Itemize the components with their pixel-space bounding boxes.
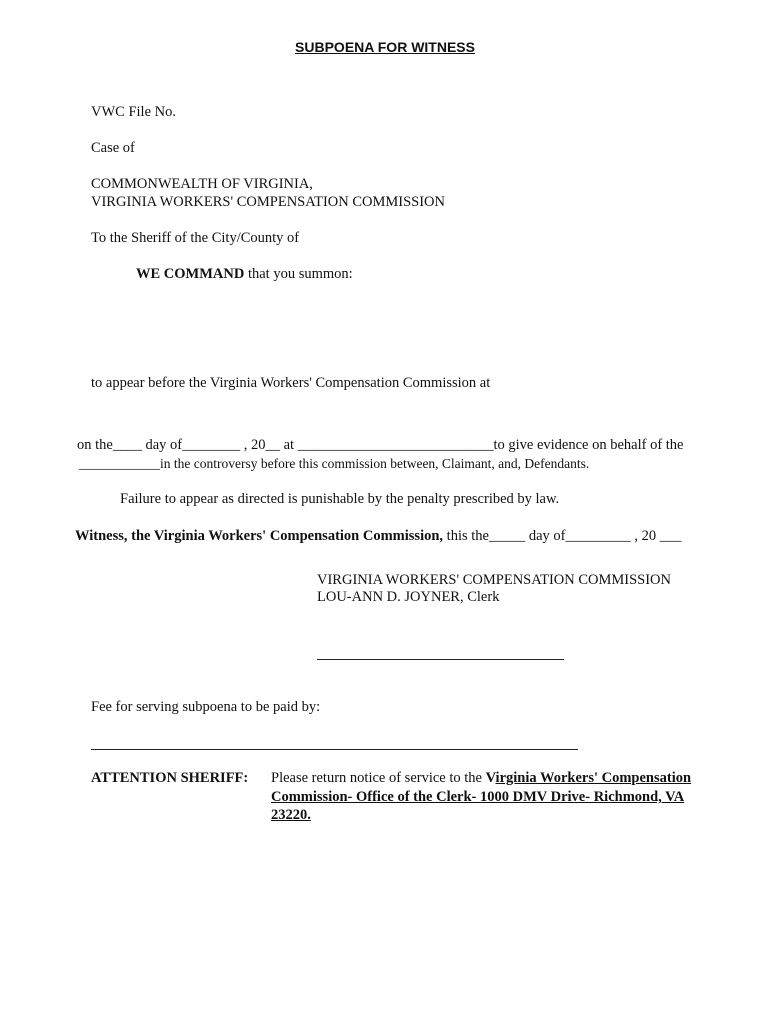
appear-line: to appear before the Virginia Workers' Compensation Commission at (91, 375, 491, 391)
at-text: at (279, 437, 298, 453)
witness-bold: Witness, the Virginia Workers' Compensation Commission, (75, 528, 444, 544)
witness-month-blank[interactable]: _________ (565, 528, 631, 544)
attention-line-3 (271, 807, 311, 824)
controversy-text: in the controversy before this commission between, Claimant, and, Defendants. (160, 456, 590, 471)
attention-bold-1: irginia Workers' Compensation (495, 770, 692, 786)
fee-payer-line[interactable] (91, 749, 578, 750)
command-line (136, 266, 353, 283)
witness-day-of: day of (525, 528, 566, 544)
appearance-line (77, 437, 684, 454)
command-bold: WE COMMAND (136, 266, 245, 282)
commission-name-line: VIRGINIA WORKERS' COMPENSATION COMMISSION (91, 194, 446, 210)
attention-line-2 (271, 789, 684, 806)
witness-year-prefix: , 20 (630, 528, 660, 544)
attention-bold-3: 23220. (271, 807, 311, 823)
attention-bold-2: Commission- Office of the Clerk- 1000 DMV Drive- Richmond, VA (271, 789, 685, 805)
place-blank[interactable]: ___________________________ (297, 437, 494, 453)
day-blank[interactable]: ____ (112, 437, 142, 453)
sheriff-line: To the Sheriff of the City/County of (91, 230, 300, 246)
failure-line: Failure to appear as directed is punishable by the penalty prescribed by law. (120, 491, 560, 507)
page-title: SUBPOENA FOR WITNESS (295, 39, 475, 55)
commonwealth-line: COMMONWEALTH OF VIRGINIA, (91, 176, 313, 192)
signature-clerk: LOU-ANN D. JOYNER, Clerk (317, 589, 500, 605)
attention-label-text: ATTENTION SHERIFF: (91, 770, 249, 786)
attention-plain-text: Please return notice of service to the (271, 770, 486, 786)
witness-this-the: this the (443, 528, 489, 544)
signature-line[interactable] (317, 659, 564, 660)
command-rest: that you summon: (244, 266, 353, 282)
attention-line-1 (271, 770, 691, 787)
case-of-label: Case of (91, 140, 135, 156)
signature-commission: VIRGINIA WORKERS' COMPENSATION COMMISSION (317, 572, 672, 588)
witness-year-blank[interactable]: ___ (659, 528, 682, 544)
year-prefix-text: , 20 (240, 437, 266, 453)
witness-day-blank[interactable]: _____ (488, 528, 526, 544)
year-blank[interactable]: __ (265, 437, 280, 453)
give-evidence-text: to give evidence on behalf of the (493, 437, 684, 453)
fee-line: Fee for serving subpoena to be paid by: (91, 699, 321, 715)
party-blank[interactable]: ____________ (79, 456, 160, 471)
witness-line (75, 528, 681, 545)
month-blank[interactable]: ________ (182, 437, 241, 453)
attention-v: V (485, 770, 496, 786)
day-of-text: day of (141, 437, 183, 453)
file-no-label: VWC File No. (91, 104, 176, 120)
on-the-text: on the (77, 437, 113, 453)
attention-label (91, 770, 248, 787)
controversy-line (79, 456, 589, 472)
